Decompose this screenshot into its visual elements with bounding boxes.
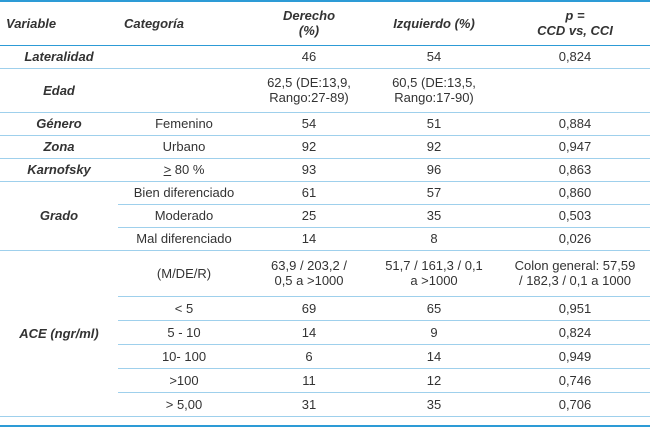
categoria-cell: Moderado (118, 204, 250, 227)
categoria-cell: Femenino (118, 112, 250, 135)
variable-cell: Karnofsky (0, 158, 118, 181)
derecho-cell: 93 (250, 158, 368, 181)
categoria-cell: Bien diferenciado (118, 181, 250, 204)
derecho-cell: 14 (250, 227, 368, 250)
categoria-cell (118, 68, 250, 112)
header-derecho (250, 2, 368, 45)
derecho-cell: 31 (250, 392, 368, 416)
derecho-cell (250, 250, 368, 296)
izquierdo-line2: a >1000 (410, 273, 458, 288)
izquierdo-cell: 96 (368, 158, 500, 181)
izquierdo-line1: 51,7 / 161,3 / 0,1 (385, 258, 483, 273)
derecho-cell: 25 (250, 204, 368, 227)
derecho-cell (250, 68, 368, 112)
p-value-cell: 0,824 (500, 320, 650, 344)
izquierdo-cell (368, 250, 500, 296)
variable-cell: Edad (0, 68, 118, 112)
izquierdo-cell: 14 (368, 344, 500, 368)
header-p-line1: p = (565, 8, 585, 24)
p-value-cell: 0,746 (500, 368, 650, 392)
header-p-value (500, 2, 650, 45)
p-value-cell: 0,706 (500, 392, 650, 416)
variable-cell: ACE (ngr/ml) (0, 250, 118, 416)
derecho-cell: 54 (250, 112, 368, 135)
izquierdo-cell: 35 (368, 204, 500, 227)
derecho-line1: 63,9 / 203,2 / (271, 258, 347, 273)
izquierdo-cell: 57 (368, 181, 500, 204)
header-p-line2: CCD vs, CCI (537, 23, 613, 39)
p-value-cell: 0,503 (500, 204, 650, 227)
variable-cell: Género (0, 112, 118, 135)
izquierdo-line1: 60,5 (DE:13,5, (392, 75, 476, 90)
p-line1: Colon general: 57,59 (514, 258, 636, 273)
izquierdo-line2: Rango:17-90) (394, 90, 474, 105)
izquierdo-cell: 12 (368, 368, 500, 392)
categoria-cell: > 5,00 (118, 392, 250, 416)
header-izquierdo: Izquierdo (%) (368, 2, 500, 45)
derecho-cell: 69 (250, 296, 368, 320)
table-row (0, 250, 650, 296)
header-derecho-line2: (%) (298, 23, 320, 39)
categoria-cell: < 5 (118, 296, 250, 320)
izquierdo-cell: 51 (368, 112, 500, 135)
izquierdo-cell: 9 (368, 320, 500, 344)
table-row (0, 135, 650, 158)
izquierdo-cell: 8 (368, 227, 500, 250)
derecho-line2: 0,5 a >1000 (274, 273, 344, 288)
categoria-cell: >100 (118, 368, 250, 392)
greater-equal-symbol: > (163, 162, 172, 177)
derecho-cell: 11 (250, 368, 368, 392)
categoria-cell: Mal diferenciado (118, 227, 250, 250)
categoria-cell: 5 - 10 (118, 320, 250, 344)
p-line2: / 182,3 / 0,1 a 1000 (518, 273, 632, 288)
header-row (0, 2, 650, 45)
table-row (0, 158, 650, 181)
izquierdo-cell: 65 (368, 296, 500, 320)
p-value-cell (500, 68, 650, 112)
p-value-cell (500, 250, 650, 296)
categoria-cell (118, 158, 250, 181)
p-value-cell: 0,824 (500, 45, 650, 68)
derecho-cell: 46 (250, 45, 368, 68)
p-value-cell: 0,860 (500, 181, 650, 204)
p-value-cell: 0,863 (500, 158, 650, 181)
table-row (0, 68, 650, 112)
derecho-cell: 92 (250, 135, 368, 158)
categoria-cell: (M/DE/R) (118, 250, 250, 296)
p-value-cell: 0,949 (500, 344, 650, 368)
categoria-cell (118, 45, 250, 68)
results-table (0, 2, 650, 417)
izquierdo-cell (368, 68, 500, 112)
table-row (0, 45, 650, 68)
p-value-cell: 0,884 (500, 112, 650, 135)
p-value-cell: 0,947 (500, 135, 650, 158)
izquierdo-cell: 54 (368, 45, 500, 68)
derecho-line1: 62,5 (DE:13,9, (267, 75, 351, 90)
header-categoria: Categoría (118, 2, 250, 45)
table-row (0, 112, 650, 135)
derecho-cell: 6 (250, 344, 368, 368)
izquierdo-cell: 92 (368, 135, 500, 158)
categoria-cell: 10- 100 (118, 344, 250, 368)
derecho-cell: 61 (250, 181, 368, 204)
table-row (0, 181, 650, 204)
variable-cell: Grado (0, 181, 118, 250)
p-value-cell: 0,026 (500, 227, 650, 250)
header-variable: Variable (0, 2, 118, 45)
categoria-cell: Urbano (118, 135, 250, 158)
p-value-cell: 0,951 (500, 296, 650, 320)
variable-cell: Lateralidad (0, 45, 118, 68)
header-derecho-line1: Derecho (282, 8, 336, 24)
izquierdo-cell: 35 (368, 392, 500, 416)
derecho-cell: 14 (250, 320, 368, 344)
derecho-line2: Rango:27-89) (269, 90, 349, 105)
variable-cell: Zona (0, 135, 118, 158)
categoria-value: 80 % (171, 162, 205, 177)
